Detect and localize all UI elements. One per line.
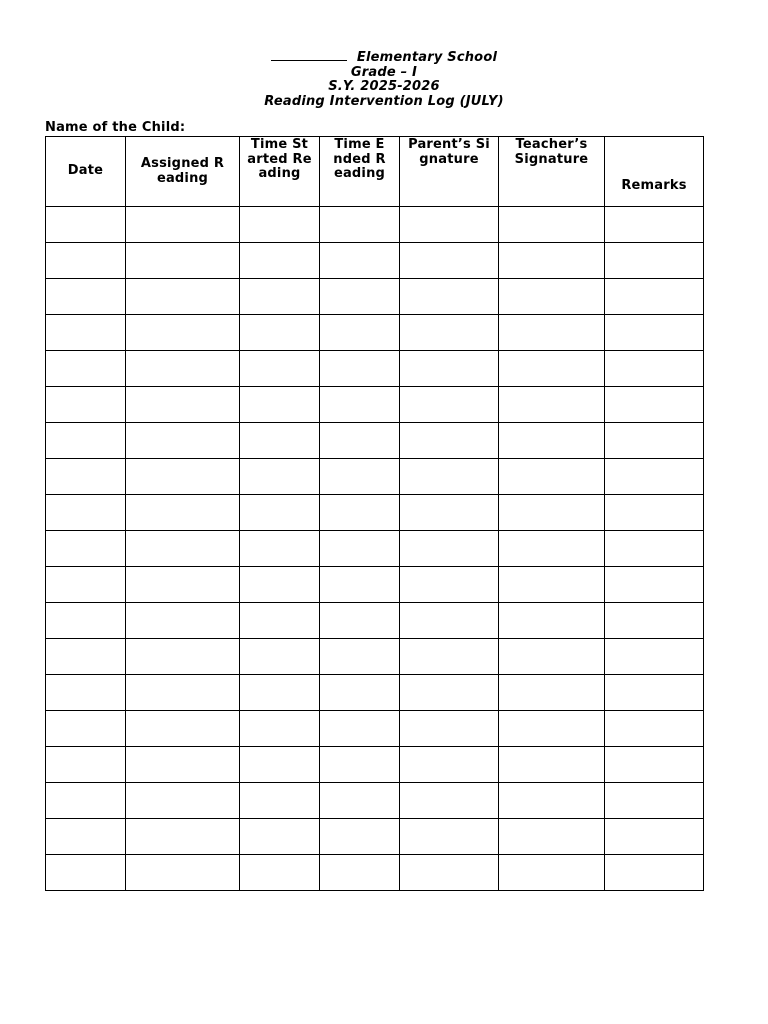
log-entry-cell[interactable] xyxy=(605,747,704,783)
log-entry-cell[interactable] xyxy=(240,855,320,891)
column-header-parent-signature xyxy=(400,137,499,207)
log-entry-cell[interactable] xyxy=(240,243,320,279)
log-entry-cell[interactable] xyxy=(499,675,605,711)
table-row xyxy=(46,747,704,783)
log-entry-cell[interactable] xyxy=(320,639,400,675)
log-entry-cell[interactable] xyxy=(400,783,499,819)
log-entry-cell[interactable] xyxy=(126,855,240,891)
log-entry-cell[interactable] xyxy=(605,459,704,495)
log-entry-cell[interactable] xyxy=(320,819,400,855)
log-entry-cell[interactable] xyxy=(605,387,704,423)
log-entry-cell[interactable] xyxy=(320,351,400,387)
log-entry-cell[interactable] xyxy=(126,423,240,459)
log-entry-cell[interactable] xyxy=(499,315,605,351)
log-entry-cell[interactable] xyxy=(605,315,704,351)
school-line-text: Elementary School xyxy=(356,50,498,65)
log-entry-cell[interactable] xyxy=(240,639,320,675)
log-entry-cell[interactable] xyxy=(605,711,704,747)
log-entry-cell[interactable] xyxy=(240,747,320,783)
log-entry-cell[interactable] xyxy=(126,315,240,351)
log-entry-cell[interactable] xyxy=(605,531,704,567)
log-entry-cell[interactable] xyxy=(499,567,605,603)
grade-line: Grade – I xyxy=(350,64,418,80)
log-entry-cell[interactable] xyxy=(400,423,499,459)
log-entry-cell[interactable] xyxy=(240,819,320,855)
log-entry-cell[interactable] xyxy=(46,315,126,351)
log-entry-cell[interactable] xyxy=(126,351,240,387)
log-entry-cell[interactable] xyxy=(46,783,126,819)
log-entry-cell[interactable] xyxy=(320,423,400,459)
log-entry-cell[interactable] xyxy=(605,675,704,711)
log-entry-cell[interactable] xyxy=(605,495,704,531)
log-entry-cell[interactable] xyxy=(605,351,704,387)
log-entry-cell[interactable] xyxy=(240,495,320,531)
log-entry-cell[interactable] xyxy=(605,207,704,243)
log-entry-cell[interactable] xyxy=(126,819,240,855)
log-entry-cell[interactable] xyxy=(400,567,499,603)
log-entry-cell[interactable] xyxy=(126,279,240,315)
log-entry-cell[interactable] xyxy=(499,495,605,531)
table-row xyxy=(46,567,704,603)
column-header-date-label: Date xyxy=(67,163,104,179)
log-entry-cell[interactable] xyxy=(240,459,320,495)
log-entry-cell[interactable] xyxy=(499,603,605,639)
column-header-parent-signature-label: Parent’s Signature xyxy=(408,137,490,167)
log-entry-cell[interactable] xyxy=(320,567,400,603)
table-row xyxy=(46,711,704,747)
log-entry-cell[interactable] xyxy=(46,711,126,747)
log-entry-cell[interactable] xyxy=(400,639,499,675)
table-row xyxy=(46,531,704,567)
log-entry-cell[interactable] xyxy=(46,567,126,603)
log-entry-cell[interactable] xyxy=(126,531,240,567)
log-entry-cell[interactable] xyxy=(240,387,320,423)
log-entry-cell[interactable] xyxy=(126,243,240,279)
column-header-teacher-signature-label: Teacher’s Signature xyxy=(514,137,589,167)
school-year-line: S.Y. 2025-2026 xyxy=(328,79,440,94)
log-entry-cell[interactable] xyxy=(499,423,605,459)
document-header xyxy=(0,49,768,109)
table-row xyxy=(46,279,704,315)
column-header-time-started xyxy=(240,137,320,207)
log-entry-cell[interactable] xyxy=(126,675,240,711)
log-entry-cell[interactable] xyxy=(240,531,320,567)
log-entry-cell[interactable] xyxy=(499,459,605,495)
log-entry-cell[interactable] xyxy=(320,783,400,819)
log-entry-cell[interactable] xyxy=(400,603,499,639)
table-row xyxy=(46,639,704,675)
log-entry-cell[interactable] xyxy=(126,639,240,675)
table-row xyxy=(46,819,704,855)
log-entry-cell[interactable] xyxy=(46,675,126,711)
log-entry-cell[interactable] xyxy=(126,711,240,747)
column-header-remarks xyxy=(605,137,704,207)
log-entry-cell[interactable] xyxy=(605,819,704,855)
log-entry-cell[interactable] xyxy=(605,279,704,315)
table-row xyxy=(46,387,704,423)
log-entry-cell[interactable] xyxy=(240,711,320,747)
log-entry-cell[interactable] xyxy=(46,279,126,315)
log-entry-cell[interactable] xyxy=(126,747,240,783)
column-header-assigned-reading xyxy=(126,137,240,207)
log-entry-cell[interactable] xyxy=(320,675,400,711)
log-entry-cell[interactable] xyxy=(46,207,126,243)
log-entry-cell[interactable] xyxy=(126,603,240,639)
log-entry-cell[interactable] xyxy=(320,531,400,567)
table-body xyxy=(46,207,704,891)
log-entry-cell[interactable] xyxy=(320,495,400,531)
table-row xyxy=(46,855,704,891)
log-entry-cell[interactable] xyxy=(499,639,605,675)
log-entry-cell[interactable] xyxy=(605,639,704,675)
log-entry-cell[interactable] xyxy=(400,675,499,711)
log-entry-cell[interactable] xyxy=(240,207,320,243)
child-name-label: Name of the Child: xyxy=(45,120,186,135)
log-entry-cell[interactable] xyxy=(320,279,400,315)
table-row xyxy=(46,423,704,459)
column-header-remarks-label: Remarks xyxy=(621,177,687,193)
log-entry-cell[interactable] xyxy=(46,603,126,639)
log-entry-cell[interactable] xyxy=(499,783,605,819)
table-row xyxy=(46,783,704,819)
column-header-assigned-reading-label: Assigned Reading xyxy=(140,156,225,186)
table-row xyxy=(46,207,704,243)
log-entry-cell[interactable] xyxy=(126,459,240,495)
log-entry-cell[interactable] xyxy=(400,351,499,387)
log-entry-cell[interactable] xyxy=(605,855,704,891)
table-row xyxy=(46,675,704,711)
log-entry-cell[interactable] xyxy=(240,567,320,603)
log-entry-cell[interactable] xyxy=(240,423,320,459)
log-entry-cell[interactable] xyxy=(499,387,605,423)
log-entry-cell[interactable] xyxy=(499,711,605,747)
log-entry-cell[interactable] xyxy=(126,495,240,531)
log-entry-cell[interactable] xyxy=(400,855,499,891)
table-row xyxy=(46,459,704,495)
log-entry-cell[interactable] xyxy=(240,783,320,819)
table-header-row xyxy=(46,137,704,207)
log-entry-cell[interactable] xyxy=(320,459,400,495)
log-entry-cell[interactable] xyxy=(320,603,400,639)
log-entry-cell[interactable] xyxy=(499,531,605,567)
log-entry-cell[interactable] xyxy=(240,603,320,639)
table-row xyxy=(46,495,704,531)
log-entry-cell[interactable] xyxy=(46,747,126,783)
log-entry-cell[interactable] xyxy=(240,675,320,711)
log-entry-cell[interactable] xyxy=(605,783,704,819)
log-entry-cell[interactable] xyxy=(320,207,400,243)
log-entry-cell[interactable] xyxy=(400,459,499,495)
log-entry-cell[interactable] xyxy=(46,423,126,459)
log-entry-cell[interactable] xyxy=(400,243,499,279)
school-name-blank[interactable] xyxy=(271,49,347,61)
log-entry-cell[interactable] xyxy=(400,495,499,531)
column-header-teacher-signature xyxy=(499,137,605,207)
log-entry-cell[interactable] xyxy=(46,459,126,495)
log-entry-cell[interactable] xyxy=(499,279,605,315)
log-entry-cell[interactable] xyxy=(320,711,400,747)
column-header-date xyxy=(46,137,126,207)
log-entry-cell[interactable] xyxy=(400,207,499,243)
log-entry-cell[interactable] xyxy=(605,567,704,603)
log-entry-cell[interactable] xyxy=(320,747,400,783)
log-entry-cell[interactable] xyxy=(126,567,240,603)
log-entry-cell[interactable] xyxy=(605,243,704,279)
log-entry-cell[interactable] xyxy=(605,603,704,639)
log-entry-cell[interactable] xyxy=(240,351,320,387)
log-entry-cell[interactable] xyxy=(400,387,499,423)
table-row xyxy=(46,315,704,351)
column-header-time-started-label: Time Started Reading xyxy=(247,137,312,181)
log-entry-cell[interactable] xyxy=(320,855,400,891)
log-entry-cell[interactable] xyxy=(46,351,126,387)
log-entry-cell[interactable] xyxy=(605,423,704,459)
school-name-line xyxy=(0,49,768,66)
log-entry-cell[interactable] xyxy=(400,819,499,855)
table-row xyxy=(46,243,704,279)
log-entry-cell[interactable] xyxy=(400,315,499,351)
log-entry-cell[interactable] xyxy=(126,783,240,819)
log-entry-cell[interactable] xyxy=(126,387,240,423)
log-entry-cell[interactable] xyxy=(499,855,605,891)
log-entry-cell[interactable] xyxy=(499,207,605,243)
log-entry-cell[interactable] xyxy=(46,243,126,279)
table-row xyxy=(46,351,704,387)
log-entry-cell[interactable] xyxy=(46,531,126,567)
column-header-time-ended-label: Time Ended Reading xyxy=(333,137,386,181)
log-entry-cell[interactable] xyxy=(46,819,126,855)
log-entry-cell[interactable] xyxy=(400,747,499,783)
log-entry-cell[interactable] xyxy=(46,639,126,675)
log-title: Reading Intervention Log (JULY) xyxy=(264,93,504,109)
reading-log-table xyxy=(45,136,704,891)
log-entry-cell[interactable] xyxy=(240,279,320,315)
log-entry-cell[interactable] xyxy=(46,387,126,423)
table-row xyxy=(46,603,704,639)
log-entry-cell[interactable] xyxy=(499,243,605,279)
log-entry-cell[interactable] xyxy=(320,387,400,423)
log-entry-cell[interactable] xyxy=(499,819,605,855)
log-entry-cell[interactable] xyxy=(400,279,499,315)
log-entry-cell[interactable] xyxy=(126,207,240,243)
log-entry-cell[interactable] xyxy=(499,747,605,783)
column-header-time-ended xyxy=(320,137,400,207)
log-entry-cell[interactable] xyxy=(499,351,605,387)
log-entry-cell[interactable] xyxy=(240,315,320,351)
log-entry-cell[interactable] xyxy=(400,711,499,747)
log-entry-cell[interactable] xyxy=(46,495,126,531)
log-entry-cell[interactable] xyxy=(320,243,400,279)
log-entry-cell[interactable] xyxy=(400,531,499,567)
log-entry-cell[interactable] xyxy=(320,315,400,351)
log-entry-cell[interactable] xyxy=(46,855,126,891)
